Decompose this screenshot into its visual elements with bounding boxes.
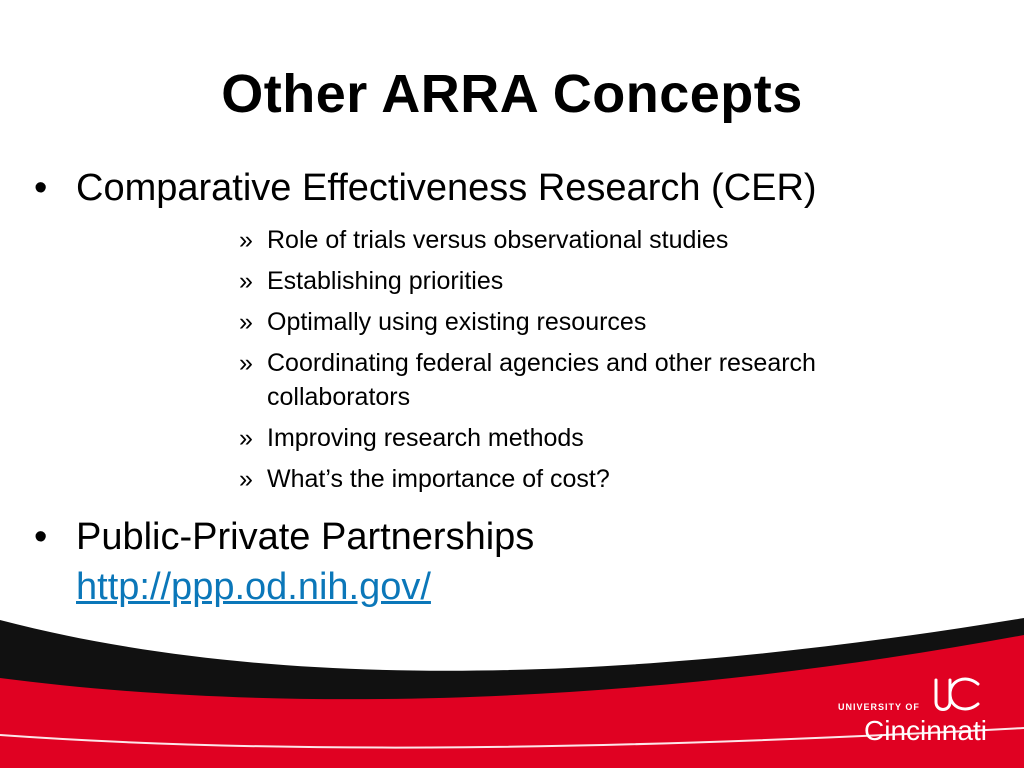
ppp-link[interactable]: http://ppp.od.nih.gov/ [76,566,431,608]
sub-item [239,462,939,496]
sub-item [239,421,939,455]
bullet-marker: • [34,167,48,209]
logo-line1: UNIVERSITY OF [838,702,920,712]
uc-monogram [936,679,978,709]
slide-title: Other ARRA Concepts [221,64,803,124]
sub-item-marker: » [239,267,253,295]
cer-subitems [239,223,939,503]
sub-item-text: Coordinating federal agencies and other research collaborators [267,349,816,411]
bullet-text: Comparative Effectiveness Research (CER) [76,167,817,209]
sub-item-marker: » [239,465,253,493]
sub-item [239,305,939,339]
university-logo [838,672,998,752]
sub-item [239,346,939,414]
sub-item-text: Establishing priorities [267,267,504,295]
sub-item-text: Role of trials versus observational studies [267,226,729,254]
sub-item-marker: » [239,226,253,254]
sub-item-text: What’s the importance of cost? [267,465,610,493]
sub-item [239,223,939,257]
sub-item [239,264,939,298]
logo-line2: Cincinnati [864,715,987,746]
bullet-marker: • [34,516,48,558]
sub-item-marker: » [239,424,253,452]
uc-logo-graphic [838,672,998,752]
bullet-text: Public-Private Partnerships [76,516,535,558]
sub-item-text: Improving research methods [267,424,584,452]
sub-item-marker: » [239,349,253,377]
sub-item-text: Optimally using existing resources [267,308,647,336]
sub-item-marker: » [239,308,253,336]
